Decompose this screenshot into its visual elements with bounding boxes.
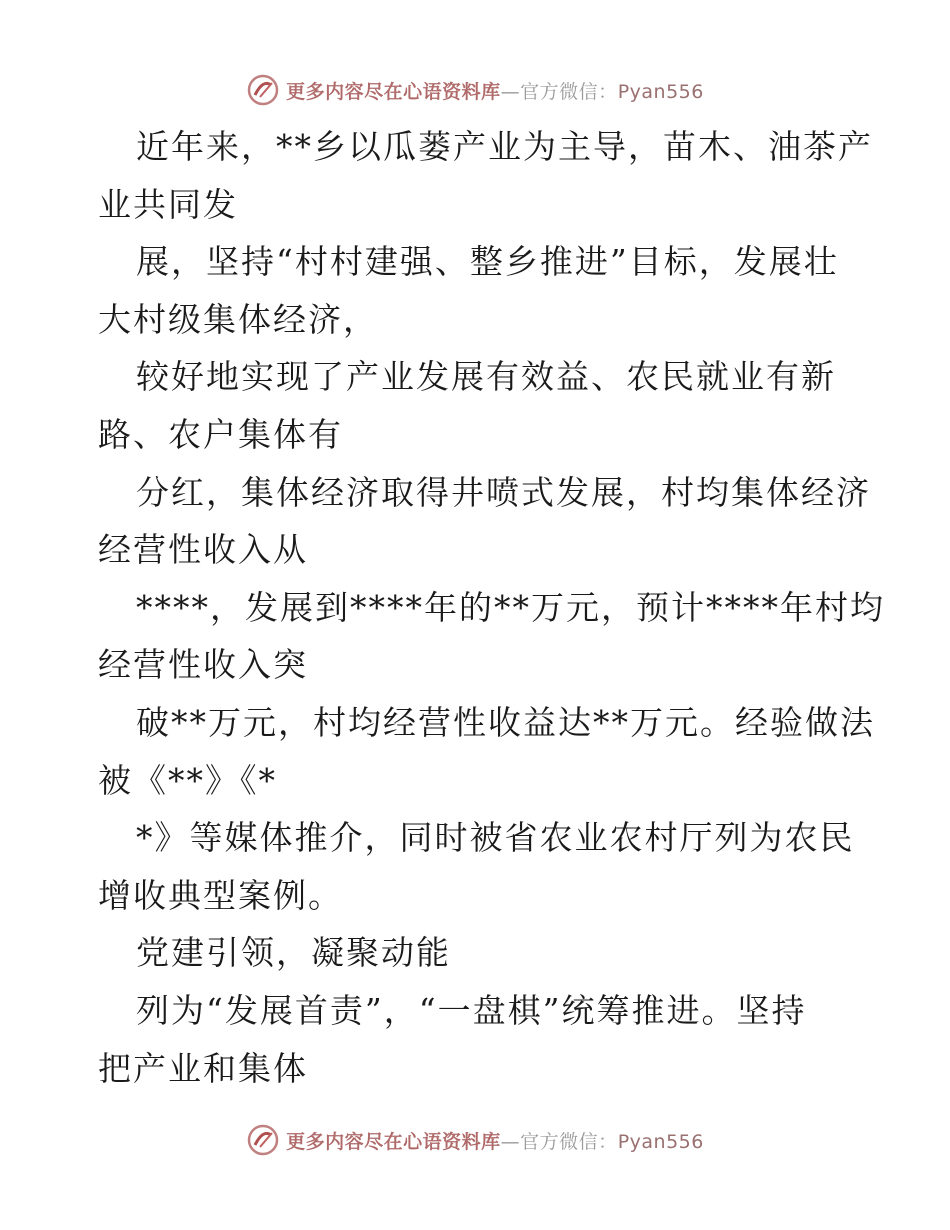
text-line: 展，坚持“村村建强、整乡推进”目标，发展壮 — [136, 242, 839, 282]
watermark-text: 更多内容尽在心语资料库—官方微信：Pyan556 — [286, 1130, 704, 1153]
text-line: 较好地实现了产业发展有效益、农民就业有新 — [136, 357, 836, 397]
text-line: 党建引领，凝聚动能 — [136, 933, 451, 973]
text-line: 业共同发 — [98, 184, 238, 224]
text-line: 大村级集体经济， — [98, 299, 378, 339]
text-line: 经营性收入从 — [98, 530, 308, 570]
text-line: 路、农户集体有 — [98, 414, 343, 454]
header-watermark — [0, 70, 950, 110]
footer-watermark — [0, 1120, 950, 1160]
text-line: *》等媒体推介，同时被省农业农村厅列为农民 — [136, 818, 855, 858]
text-line: 近年来，**乡以瓜蒌产业为主导，苗木、油茶产 — [136, 127, 873, 166]
library-logo-icon — [246, 1123, 280, 1157]
text-line: 被《**》《* — [98, 760, 277, 800]
text-line: 分红，集体经济取得井喷式发展，村均集体经济 — [136, 472, 871, 512]
text-line: 增收典型案例。 — [98, 875, 343, 915]
library-logo-icon — [246, 73, 280, 107]
text-line: 列为“发展首责”，“一盘棋”统筹推进。坚持 — [136, 990, 807, 1030]
watermark-text: 更多内容尽在心语资料库—官方微信：Pyan556 — [286, 80, 704, 103]
text-line: 经营性收入突 — [98, 645, 308, 685]
text-line: 破**万元，村均经营性收益达**万元。经验做法 — [136, 702, 875, 742]
text-line: 把产业和集体 — [98, 1048, 308, 1088]
document-body — [98, 118, 885, 1097]
text-line: ****，发展到****年的**万元，预计****年村均 — [136, 587, 885, 627]
